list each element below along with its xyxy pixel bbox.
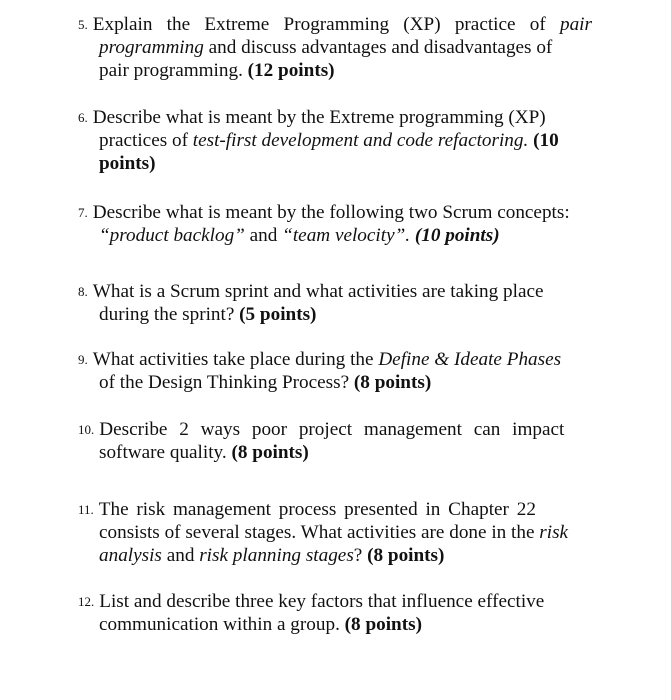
points-label: (8 points) xyxy=(367,545,445,566)
question-8-line-2: during the sprint? (5 points) xyxy=(99,304,317,325)
question-7-line-1: 7. Describe what is meant by the following two Scrum concepts: xyxy=(78,202,570,223)
question-9 xyxy=(78,348,592,394)
question-number: 11. xyxy=(78,502,94,517)
question-number: 9. xyxy=(78,352,88,367)
points-label: (10 points) xyxy=(414,225,500,246)
question-6 xyxy=(78,106,592,175)
question-11-line-3: analysis and risk planning stages? (8 points) xyxy=(99,545,445,566)
question-number: 8. xyxy=(78,284,88,299)
question-8 xyxy=(78,280,592,326)
question-5-line-3: pair programming. (12 points) xyxy=(99,60,335,81)
points-label: (8 points) xyxy=(344,614,422,635)
question-11 xyxy=(78,498,592,567)
question-9-line-2: of the Design Thinking Process? (8 points) xyxy=(99,372,432,393)
question-5-line-1: 5. Explain the Extreme Programming (XP) practice of pair xyxy=(78,14,592,35)
question-10-line-1: 10. Describe 2 ways poor project management can impact xyxy=(78,419,565,440)
points-label: (8 points) xyxy=(231,442,309,463)
points-label: (8 points) xyxy=(353,372,432,393)
question-5-line-2: programming and discuss advantages and disadvantages of xyxy=(99,37,553,58)
question-9-line-1: 9. What activities take place during the Define & Ideate Phases xyxy=(78,349,562,370)
question-7-line-2: “product backlog” and “team velocity”. (10 points) xyxy=(99,225,500,246)
question-10-line-2: software quality. (8 points) xyxy=(99,442,309,463)
question-6-line-2: practices of test-first development and code refactoring. (10 xyxy=(99,130,559,151)
question-number: 12. xyxy=(78,594,95,609)
question-12 xyxy=(78,590,592,636)
question-6-line-1: 6. Describe what is meant by the Extreme programming (XP) xyxy=(78,107,546,128)
question-12-line-2: communication within a group. (8 points) xyxy=(99,614,422,635)
question-number: 10. xyxy=(78,422,95,437)
question-5 xyxy=(78,13,592,82)
points-label: (12 points) xyxy=(247,60,335,81)
question-number: 5. xyxy=(78,17,88,32)
question-8-line-1: 8. What is a Scrum sprint and what activities are taking place xyxy=(78,281,544,302)
question-number: 7. xyxy=(78,205,88,220)
points-label: (5 points) xyxy=(239,304,317,325)
question-11-line-1: 11. The risk management process presented in Chapter 22 xyxy=(78,499,536,520)
question-10 xyxy=(78,418,592,464)
question-12-line-1: 12. List and describe three key factors that influence effective xyxy=(78,591,545,612)
question-11-line-2: consists of several stages. What activities are done in the risk xyxy=(99,522,569,543)
question-7 xyxy=(78,201,592,247)
points-label: points) xyxy=(99,153,156,174)
question-6-line-3 xyxy=(78,152,592,175)
question-number: 6. xyxy=(78,110,88,125)
